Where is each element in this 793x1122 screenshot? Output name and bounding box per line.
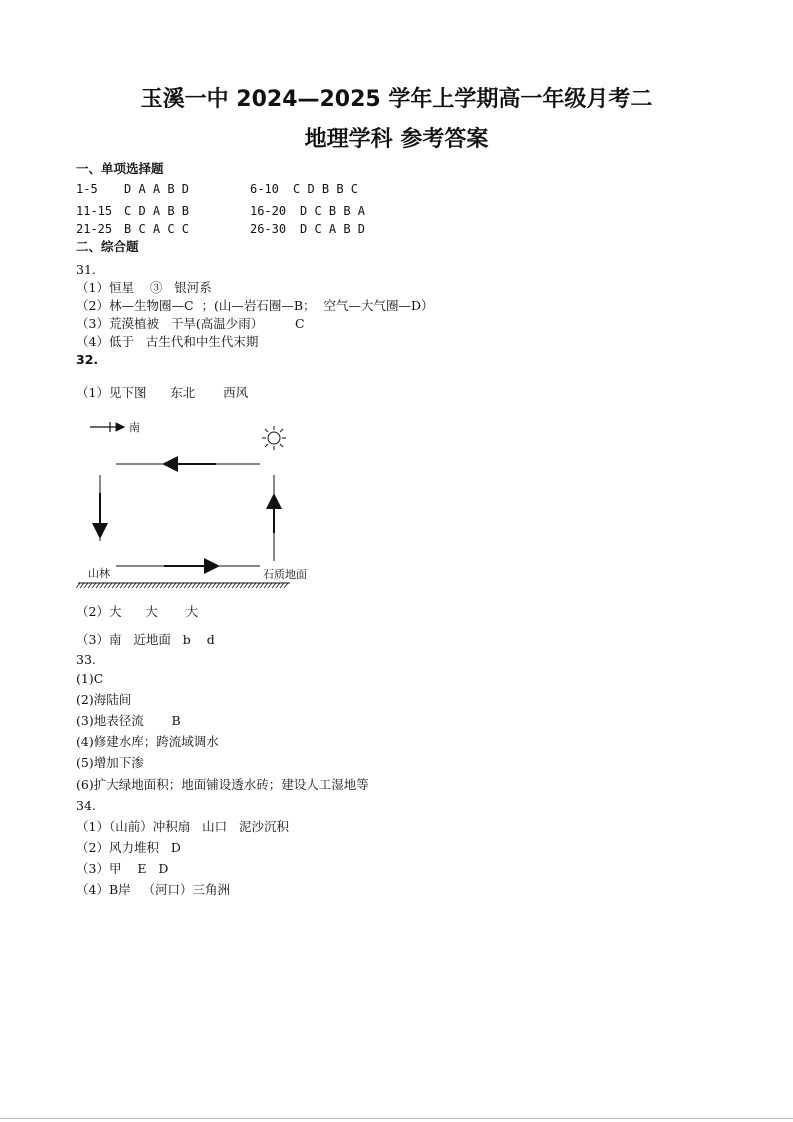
answer-range: 1-5 — [76, 182, 98, 196]
label-forest: 山林 — [88, 567, 110, 580]
answer-values: B C A C C — [124, 222, 190, 236]
page-subtitle: 地理学科 参考答案 — [304, 127, 489, 152]
answer-range: 6-10 — [250, 182, 279, 196]
answer-values: D C B B A — [300, 204, 366, 218]
question-number: 33. — [76, 652, 96, 667]
answer-values: D A A B D — [124, 182, 190, 196]
circulation-diagram — [76, 415, 336, 595]
circulation-diagram-svg — [76, 415, 336, 595]
answer-line: （1）恒星 ③ 银河系 — [76, 280, 212, 295]
answer-line: （2）林—生物圈—C ；(山—岩石圈—B； 空气—大气圈—D） — [76, 298, 434, 313]
answer-line: （3）甲 E D — [76, 861, 169, 876]
answer-range: 26-30 — [250, 222, 287, 236]
label-rocky-ground: 石质地面 — [263, 568, 307, 581]
answer-line: （1）（山前）冲积扇 山口 泥沙沉积 — [76, 819, 290, 834]
answer-line: （1）见下图 东北 西风 — [76, 385, 249, 400]
answer-line: （3）南 近地面 b d — [76, 632, 215, 647]
answer-line: （4）低于 古生代和中生代末期 — [76, 334, 259, 349]
answer-line: (2)海陆间 — [76, 692, 132, 707]
answer-range: 16-20 — [250, 204, 287, 218]
answer-values: C D B B C — [293, 182, 359, 196]
answer-line: (3)地表径流 B — [76, 713, 181, 728]
legend-label-south: 南 — [129, 421, 140, 434]
section-heading-comprehensive: 二、综合题 — [76, 239, 139, 254]
page-title: 玉溪一中 2024—2025 学年上学期高一年级月考二 — [140, 87, 653, 112]
question-number: 32. — [76, 352, 99, 367]
question-number: 31. — [76, 262, 96, 277]
answer-line: （2）风力堆积 D — [76, 840, 181, 855]
answer-range: 11-15 — [76, 204, 113, 218]
answer-line: (5)增加下渗 — [76, 755, 144, 770]
answer-values: C D A B B — [124, 204, 190, 218]
answer-range: 21-25 — [76, 222, 113, 236]
direction-legend — [90, 421, 140, 434]
answer-line: (6)扩大绿地面积；地面铺设透水砖；建设人工湿地等 — [76, 777, 369, 792]
ground-hatching — [76, 583, 290, 588]
answer-line: (1)C — [76, 671, 104, 686]
page-bottom-rule — [0, 1118, 793, 1119]
sun-icon — [262, 426, 286, 450]
answer-line: （3）荒漠植被 干旱(高温少雨） C — [76, 316, 305, 331]
answer-line: (4)修建水库；跨流域调水 — [76, 734, 219, 749]
answer-line: （2）大 大 大 — [76, 604, 199, 619]
question-number: 34. — [76, 798, 96, 813]
answer-line: （4）B岸 （河口）三角洲 — [76, 882, 231, 897]
answer-values: D C A B D — [300, 222, 366, 236]
section-heading-choice: 一、单项选择题 — [76, 161, 164, 176]
